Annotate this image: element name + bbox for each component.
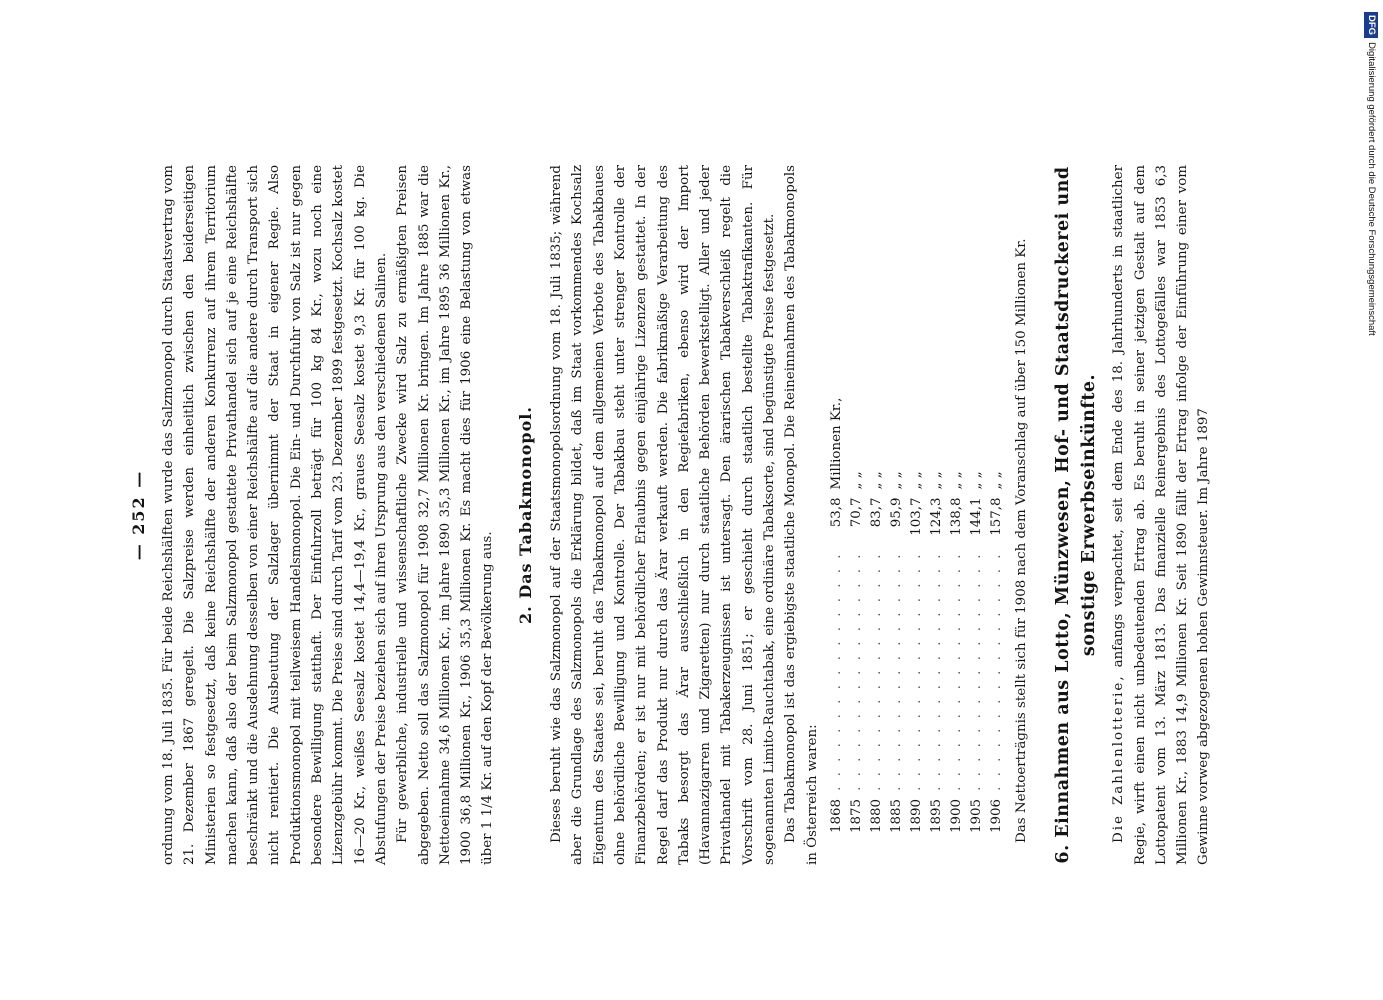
year-cell: 1885 [888,798,904,833]
year-cell: 1900 [948,798,964,833]
rotated-page-content [128,165,1215,865]
revenue-intro: Das Tabakmonopol ist das ergiebigste staatliche Monopol. Die Reineinnahmen des Tabakmonopols in Österreich waren: [783,165,820,865]
value-cell: 53,8 [828,497,844,528]
value-cell: 70,7 [848,497,864,528]
unit-cell: „ „ [968,471,984,490]
unit-cell: Millionen Kr., [828,397,844,490]
dot-leader: . . . . . . . . . . . . . . . . . [848,551,864,791]
year-cell: 1890 [908,798,924,833]
year-cell: 1880 [868,798,884,833]
intro-paragraph: ordnung vom 18. Juli 1835. Für beide Reichshälften wurde das Salzmonopol durch Staatsvertrag vom 21. Dezember 1867 geregelt. Die Salzpreise werden einheitlich zwischen den beiderseitigen Ministerien so festgesetzt, daß keine Reichshälfte der anderen Konkurrenz auf ihrem Territorium machen kann, daß also der beim Salzmonopol gestattete Privathandel sich auf je eine Reichshälfte beschränkt und die Ausdehnung desselben von einer Reichshälfte auf die andere durch Transport sich nicht rentiert. Die Ausbeutung der Salzlager übernimmt der Staat in eigener Regie. Also Produktionsmonopol mit teilweisem Handelsmonopol. Die Ein- und Durchfuhr von Salz ist nur gegen besondere Bewilligung statthaft. Der Einfuhrzoll beträgt für 100 kg 84 Kr., wozu noch eine Lizenzgebühr kommt. Die Preise sind durch Tarif vom 23. Dezember 1899 festgesetzt. Kochsalz kostet 16—20 Kr., weißes Seesalz kostet 14,4—19,4 Kr., graues Seesalz kostet 9,3 Kr. für 100 kg. Die Abstufungen der Preise beziehen sich auf ihren Ursprung aus den verschiedenen Salinen. [161,165,389,865]
salt-revenue-paragraph: Für gewerbliche, industrielle und wissenschaftliche Zwecke wird Salz zu ermäßigten Preisen abgegeben. Netto soll das Salzmonopol für 1908 32,7 Millionen Kr. bringen. Im Jahre 1885 war die Nettoeinnahme 34,6 Millionen Kr., im Jahre 1890 35,3 Millionen Kr., im Jahre 1895 36 Millionen Kr., 1900 36,8 Millionen Kr., 1906 35,3 Millionen Kr. Es macht dies für 1906 eine Belastung von etwas über 1 1/4 Kr. auf den Kopf der Bevölkerung aus. [395,165,496,865]
unit-cell: „ „ [868,471,884,490]
value-cell: 138,8 [948,497,964,536]
table-row [827,394,847,837]
unit-cell: „ „ [948,471,964,490]
page-number: — 252 — [129,469,148,561]
year-cell: 1906 [988,798,1004,833]
dot-leader: . . . . . . . . . . . . . . . . . [968,551,984,791]
value-cell: 103,7 [908,497,924,536]
dot-leader: . . . . . . . . . . . . . . . . . [988,551,1004,791]
unit-cell: „ „ [908,471,924,490]
dot-leader: . . . . . . . . . . . . . . . . . [908,551,924,791]
table-row [907,394,927,837]
table-row [967,394,987,837]
digitization-credit: Digitalisierung gefördert durch die Deutsche Forschungsgemeinschaft [1366,42,1377,336]
value-cell: 157,8 [988,497,1004,536]
unit-cell: „ „ [988,471,1004,490]
year-cell: 1905 [968,798,984,833]
section-6-title: 6. Einnahmen aus Lotto, Münzwesen, Hof- und Staatsdruckerei und sonstige Erwerbseinkünfte. [1053,166,1100,864]
revenue-outro: Das Nettoerträgnis stellt sich für 1908 nach dem Voranschlag auf über 150 Millionen Kr. [1013,238,1029,843]
lottery-lead: Die Zahlenlotterie, [1111,674,1127,843]
value-cell: 95,9 [888,497,904,528]
dot-leader: . . . . . . . . . . . . . . . . . [828,551,844,791]
revenue-table [827,394,1007,837]
dot-leader: . . . . . . . . . . . . . . . . . [948,551,964,791]
dot-leader: . . . . . . . . . . . . . . . . . [928,551,944,791]
value-cell: 124,3 [928,497,944,536]
tobacco-paragraph: Dieses beruht wie das Salzmonopol auf der Staatsmonopolsordnung vom 18. Juli 1835; während aber die Grundlage des Salzmonopols die Erklärung bildet, daß im Staat vorkommendes Kochsalz Eigentum des Staates sei, beruht das Tabakmonopol auf dem allgemeinen Verbote des Tabakbaues ohne behördliche Bewilligung und Kontrolle. Der Tabakbau steht unter strenger Kontrolle der Finanzbehörden; er ist nur mit behördlicher Erlaubnis gegen einjährige Lizenzen gestattet. In der Regel darf das Produkt nur durch das Ärar verkauft werden. Die fabrikmäßige Verarbeitung des Tabaks besorgt das Ärar ausschließlich in den Regiefabriken, ebenso wird der Import (Havannazigarren und Zigaretten) nur durch staatliche Behörden bewerkstelligt. Aller und jeder Privathandel mit Tabakerzeugnissen ist untersagt. Den ärarischen Tabakverschleiß regelt die Vorschrift vom 28. Juni 1851; er geschieht durch staatlich bestellte Tabaktrafikanten. Für sogenannten Limito-Rauchtabak, eine ordinäre Tabaksorte, sind begünstigte Preise festgesetzt. [549,165,778,865]
table-row [887,394,907,837]
section-2-title: 2. Das Tabakmonopol. [515,406,535,624]
value-cell: 83,7 [868,497,884,528]
year-cell: 1875 [848,798,864,833]
table-row [867,394,887,837]
table-row [947,394,967,837]
value-cell: 144,1 [968,497,984,536]
year-cell: 1895 [928,798,944,833]
lottery-text: anfangs verpachtet, seit dem Ende des 18. Jahrhunderts in staatlicher Regie, wirft einen nicht unbedeutenden Ertrag ab. Es beruht in seiner jetzigen Gestalt auf dem Lottopatent vom 13. März 1813. Das finanzielle Reinergebnis des Lottogefälles war 1853 6,3 Millionen Kr., 1883 14,9 Millionen Kr. Seit 1890 fällt der Ertrag infolge der Einführung einer vom Gewinne vorweg abgezogenen hohen Gewinnsteuer. Im Jahre 1897 [1111,165,1212,865]
unit-cell: „ „ [928,471,944,490]
unit-cell: „ „ [848,471,864,490]
table-row [927,394,947,837]
lottery-paragraph [1108,165,1214,865]
table-row [987,394,1007,837]
dfg-logo: DFG [1364,12,1378,38]
digitization-note [1366,12,1380,392]
year-cell: 1868 [828,798,844,833]
dot-leader: . . . . . . . . . . . . . . . . . [868,551,884,791]
unit-cell: „ „ [888,471,904,490]
table-row [847,394,867,837]
dot-leader: . . . . . . . . . . . . . . . . . [888,551,904,791]
